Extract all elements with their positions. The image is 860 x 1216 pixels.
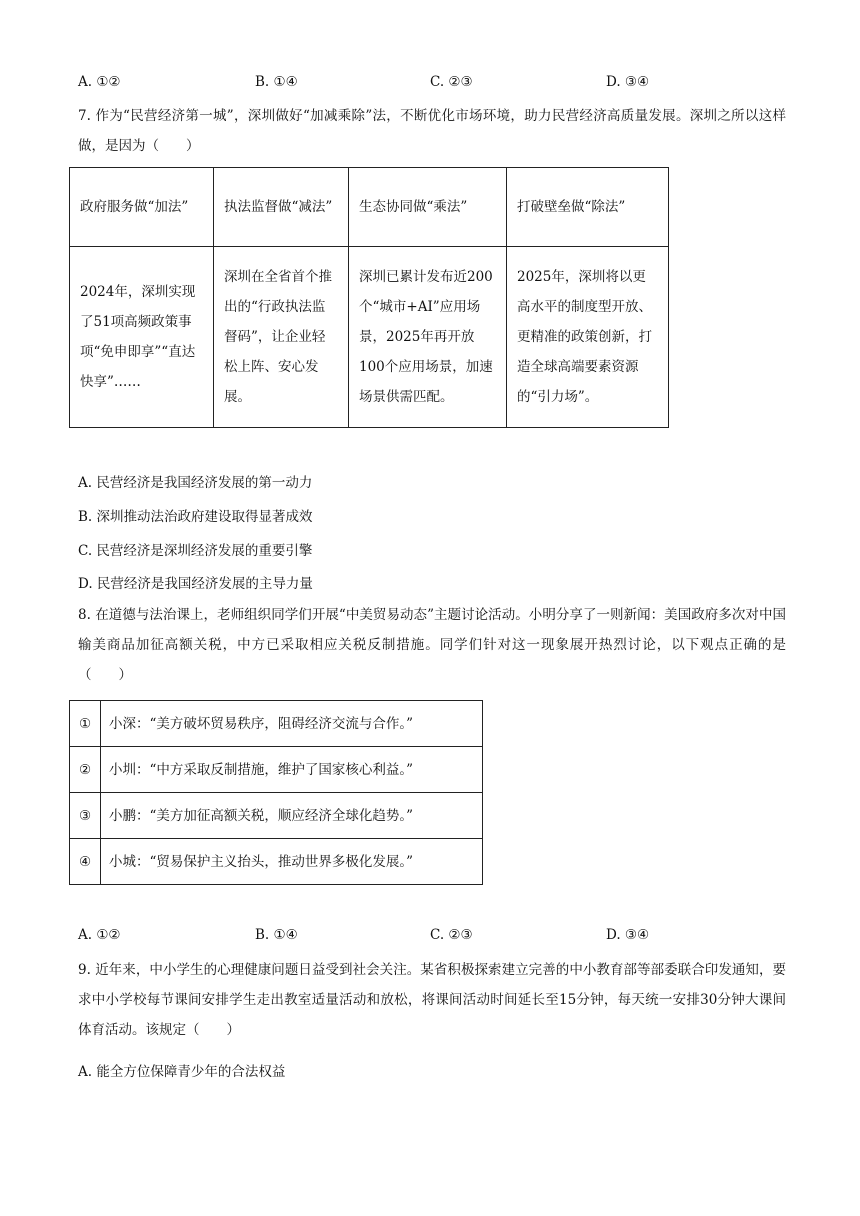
q7-header-add: 政府服务做“加法” <box>70 168 214 247</box>
q9-stem: 9. 近年来，中小学生的心理健康问题日益受到社会关注。某省积极探索建立完善的中小教育部等部委联合印发通知，要求中小学校每节课间安排学生走出教室适量活动和放松，将课间活动时间延长至15分钟，每天统一安排30分钟大课间体育活动。该规定（ ） <box>78 962 786 1038</box>
q7-option-a: A. 民营经济是我国经济发展的第一动力 <box>78 475 313 491</box>
q8-row-text: 小鹏：“美方加征高额关税，顺应经济全球化趋势。” <box>101 793 483 839</box>
q7-cell-subtract: 深圳在全省首个推出的“行政执法监督码”，让企业轻松上阵、安心发展。 <box>214 247 349 428</box>
q8-option-b: B. ①④ <box>255 927 298 943</box>
q8-row <box>70 793 483 839</box>
q6-option-c: C. ②③ <box>430 74 473 90</box>
q7-header-multiply: 生态协同做“乘法” <box>349 168 507 247</box>
q8-option-d: D. ③④ <box>606 927 650 943</box>
q8-row-number: ③ <box>70 793 101 839</box>
q8-row-text: 小深：“美方破坏贸易秩序，阻碍经济交流与合作。” <box>101 701 483 747</box>
q7-header-divide: 打破壁垒做“除法” <box>507 168 669 247</box>
q8-stem: 8. 在道德与法治课上，老师组织同学们开展“中美贸易动态”主题讨论活动。小明分享了一则新闻：美国政府多次对中国输美商品加征高额关税，中方已采取相应关税反制措施。同学们针对这一现象展开热烈讨论，以下观点正确的是（ ） <box>78 607 786 683</box>
q8-option-a: A. ①② <box>78 927 121 943</box>
q8-row-text: 小圳：“中方采取反制措施，维护了国家核心利益。” <box>101 747 483 793</box>
q8-table <box>69 700 483 885</box>
q6-option-a: A. ①② <box>78 74 121 90</box>
q7-stem: 7. 作为“民营经济第一城”，深圳做好“加减乘除”法，不断优化市场环境，助力民营经济高质量发展。深圳之所以这样做，是因为（ ） <box>78 108 786 154</box>
q8-option-c: C. ②③ <box>430 927 473 943</box>
q7-cell-multiply: 深圳已累计发布近200个“城市+AI”应用场景，2025年再开放100个应用场景，加速场景供需匹配。 <box>349 247 507 428</box>
q7-table-body-row <box>70 247 669 428</box>
q8-row-number: ② <box>70 747 101 793</box>
q7-cell-divide: 2025年，深圳将以更高水平的制度型开放、更精准的政策创新，打造全球高端要素资源的“引力场”。 <box>507 247 669 428</box>
q7-table-header-row <box>70 168 669 247</box>
q9-option-a: A. 能全方位保障青少年的合法权益 <box>78 1064 286 1080</box>
q8-options <box>78 927 778 947</box>
q7-header-subtract: 执法监督做“减法” <box>214 168 349 247</box>
q8-row-number: ④ <box>70 839 101 885</box>
q7-table <box>69 167 669 428</box>
q6-option-d: D. ③④ <box>606 74 650 90</box>
q7-option-b: B. 深圳推动法治政府建设取得显著成效 <box>78 509 313 525</box>
q7-option-d: D. 民营经济是我国经济发展的主导力量 <box>78 576 313 592</box>
q8-row <box>70 701 483 747</box>
q7-option-c: C. 民营经济是深圳经济发展的重要引擎 <box>78 543 313 559</box>
q6-options <box>78 74 778 94</box>
q8-row <box>70 747 483 793</box>
q7-cell-add: 2024年，深圳实现了51项高频政策事项“免申即享”“直达快享”…… <box>70 247 214 428</box>
q8-row-number: ① <box>70 701 101 747</box>
q6-option-b: B. ①④ <box>255 74 298 90</box>
q8-row <box>70 839 483 885</box>
q8-row-text: 小城：“贸易保护主义抬头，推动世界多极化发展。” <box>101 839 483 885</box>
